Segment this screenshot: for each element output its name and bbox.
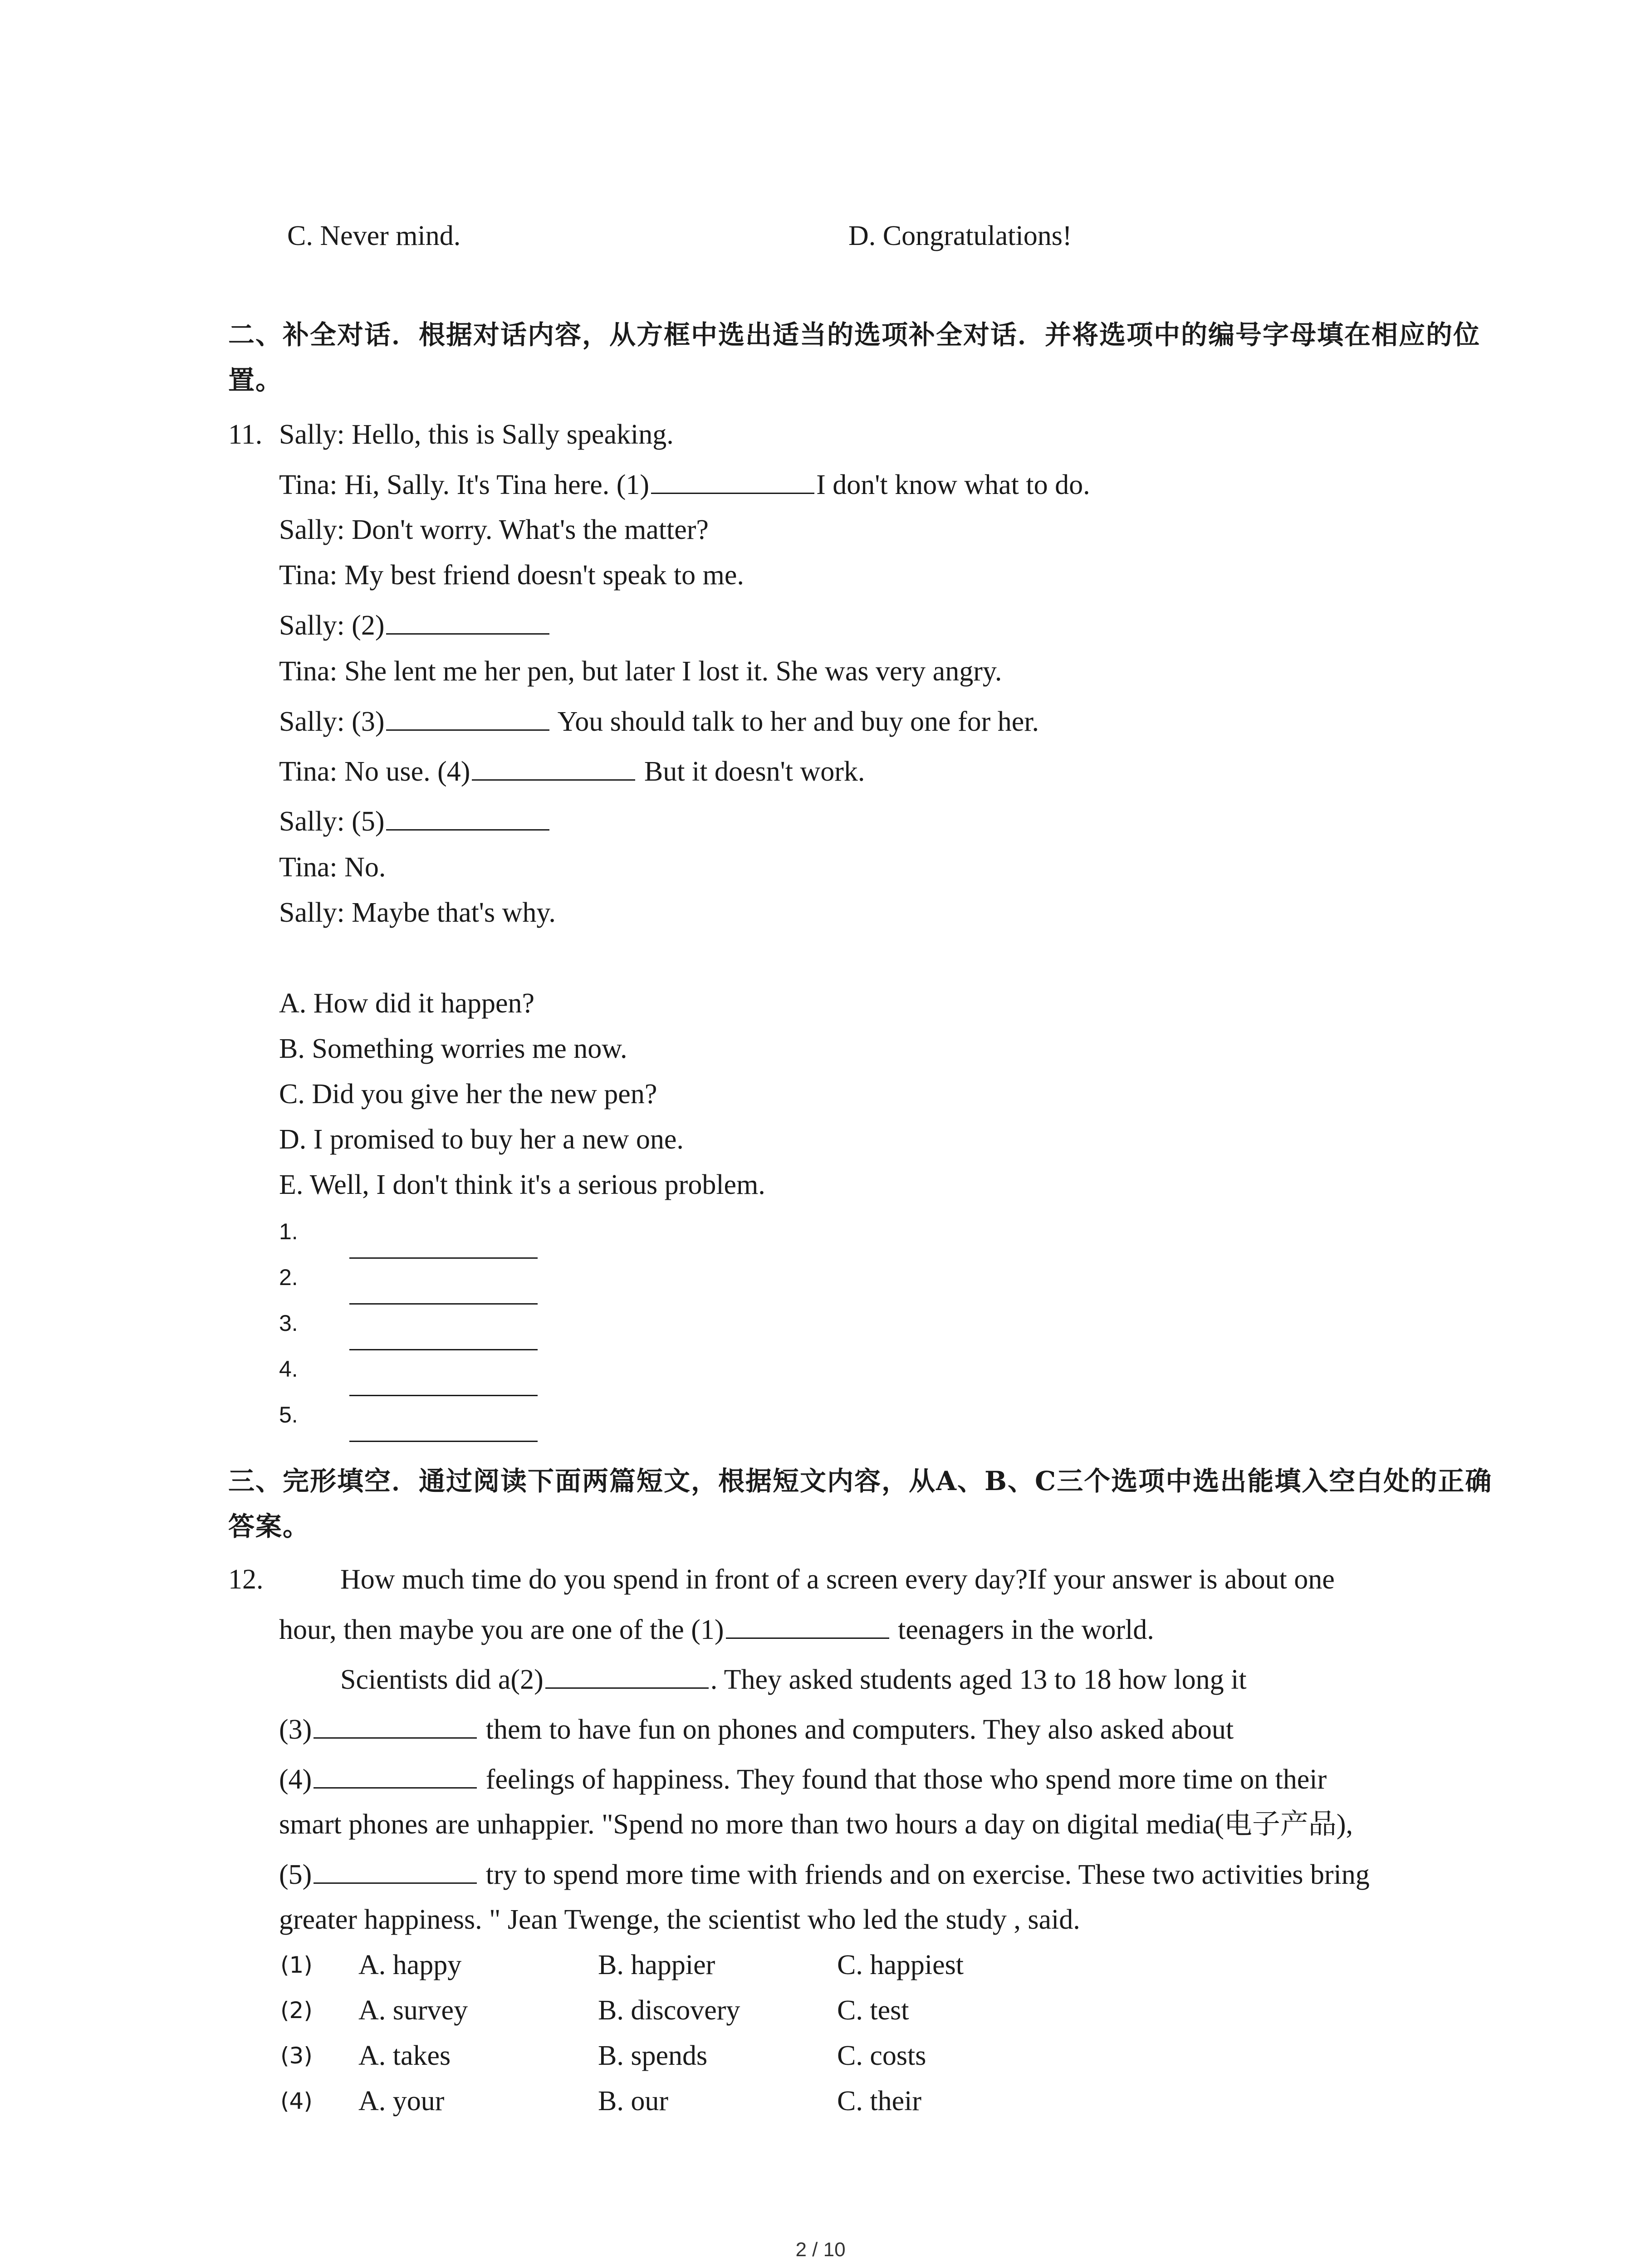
dialogue-line-6: Tina: She lent me her pen, but later I lost it. She was very angry.: [279, 656, 1002, 687]
answer-line-3[interactable]: [349, 1349, 538, 1350]
section-3-heading: 三、完形填空．通过阅读下面两篇短文，根据短文内容，从A、B、C三个选项中选出能填入空白处的正确答案。: [228, 1466, 1493, 1542]
passage-blank-2[interactable]: [545, 1661, 709, 1689]
passage-line-3: Scientists did a(2) . They asked students aged 13 to 18 how long it: [340, 1661, 1247, 1698]
choice-a[interactable]: A. survey: [358, 1995, 468, 2026]
choice-a[interactable]: A. your: [358, 2086, 445, 2116]
choice-c[interactable]: C. test: [837, 1995, 909, 2026]
dialogue-line-10: Tina: No.: [279, 852, 386, 883]
answer-line-5[interactable]: [349, 1441, 538, 1442]
answer-number-3: 3.: [279, 1310, 298, 1336]
option-c-never-mind: C. Never mind.: [287, 220, 461, 251]
passage-line-5: (4) feelings of happiness. They found that those who spend more time on their: [279, 1761, 1327, 1798]
option-b: B. Something worries me now.: [279, 1033, 627, 1064]
choice-b[interactable]: B. spends: [598, 2040, 708, 2071]
passage-blank-3[interactable]: [314, 1711, 477, 1739]
passage-line-6: smart phones are unhappier. "Spend no more than two hours a day on digital media(电子产品),: [279, 1809, 1353, 1840]
dialogue-line-1: Sally: Hello, this is Sally speaking.: [279, 419, 674, 450]
choice-number: (2): [280, 1997, 313, 2024]
passage-blank-1[interactable]: [726, 1611, 889, 1639]
passage-line-7: (5) try to spend more time with friends and on exercise. These two activities bring: [279, 1856, 1370, 1893]
section-2-heading: 二、补全对话．根据对话内容，从方框中选出适当的选项补全对话．并将选项中的编号字母填在相应的位置。: [228, 319, 1481, 396]
passage-line-4: (3) them to have fun on phones and computers. They also asked about: [279, 1711, 1234, 1748]
passage-blank-5[interactable]: [314, 1856, 477, 1884]
passage-line-2: hour, then maybe you are one of the (1) teenagers in the world.: [279, 1611, 1154, 1648]
choice-c[interactable]: C. costs: [837, 2040, 926, 2071]
choice-number: (1): [280, 1952, 313, 1978]
dialogue-line-4: Tina: My best friend doesn't speak to me.: [279, 560, 744, 591]
option-d-congratulations: D. Congratulations!: [848, 220, 1072, 251]
blank-5[interactable]: [386, 803, 549, 831]
answer-number-5: 5.: [279, 1402, 298, 1427]
dialogue-line-3: Sally: Don't worry. What's the matter?: [279, 514, 709, 545]
dialogue-line-7: Sally: (3) You should talk to her and buy one for her.: [279, 703, 1039, 740]
choice-c[interactable]: C. happiest: [837, 1950, 964, 1980]
dialogue-line-5: Sally: (2): [279, 607, 551, 644]
blank-4[interactable]: [472, 753, 635, 781]
answer-number-4: 4.: [279, 1356, 298, 1382]
passage-line-8: greater happiness. " Jean Twenge, the scientist who led the study , said.: [279, 1904, 1080, 1935]
passage-blank-4[interactable]: [314, 1761, 477, 1789]
choice-a[interactable]: A. takes: [358, 2040, 451, 2071]
page-number: 2 / 10: [795, 2239, 846, 2261]
blank-2[interactable]: [386, 607, 549, 635]
dialogue-line-11: Sally: Maybe that's why.: [279, 897, 556, 928]
choice-b[interactable]: B. our: [598, 2086, 668, 2116]
choice-number: (4): [280, 2088, 313, 2114]
answer-line-2[interactable]: [349, 1303, 538, 1305]
dialogue-line-2: Tina: Hi, Sally. It's Tina here. (1) I don't know what to do.: [279, 466, 1090, 503]
answer-line-1[interactable]: [349, 1257, 538, 1259]
answer-number-2: 2.: [279, 1265, 298, 1290]
option-c: C. Did you give her the new pen?: [279, 1079, 657, 1110]
choice-c[interactable]: C. their: [837, 2086, 921, 2116]
question-12-number: 12.: [228, 1564, 264, 1595]
option-d: D. I promised to buy her a new one.: [279, 1124, 684, 1155]
question-11-number: 11.: [228, 419, 263, 450]
dialogue-line-9: Sally: (5): [279, 803, 551, 840]
passage-line-1: How much time do you spend in front of a screen every day?If your answer is about one: [340, 1564, 1335, 1595]
option-e: E. Well, I don't think it's a serious problem.: [279, 1169, 765, 1200]
dialogue-line-8: Tina: No use. (4) But it doesn't work.: [279, 753, 865, 790]
choice-b[interactable]: B. happier: [598, 1950, 715, 1980]
blank-3[interactable]: [386, 703, 549, 731]
answer-number-1: 1.: [279, 1219, 298, 1244]
answer-line-4[interactable]: [349, 1395, 538, 1396]
choice-a[interactable]: A. happy: [358, 1950, 462, 1980]
option-a: A. How did it happen?: [279, 988, 535, 1019]
choice-b[interactable]: B. discovery: [598, 1995, 740, 2026]
choice-number: (3): [280, 2043, 313, 2069]
blank-1[interactable]: [651, 466, 814, 494]
